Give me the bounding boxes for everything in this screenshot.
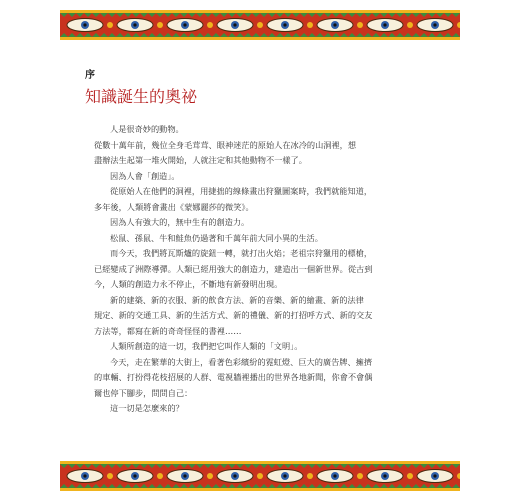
text-line: 從數十萬年前，幾位全身毛茸茸、眼神迷茫的原始人在冰冷的山洞裡，想 [94,139,357,150]
text-line: 因為人有強大的，無中生有的創造力。 [110,217,250,227]
text-line: 的車輛、打扮得花枝招展的人群、電視牆裡播出的世界各地新聞，你會不會偶 [94,372,373,382]
text-line: 多年後，人類將會畫出《蒙娜麗莎的微笑》。 [94,201,254,212]
text-line: 而今天，我們將瓦斯爐的旋鈕一轉，就打出火焰；老祖宗狩獵用的標槍， [110,248,373,258]
heading [85,66,197,107]
text-line: 爾也停下腳步，問問自己： [94,387,193,398]
text-line: 人是很奇妙的動物。 [110,124,184,134]
top-decorative-border [60,10,460,40]
text-line: 方法等，都寫在新的奇奇怪怪的書裡…… [94,325,242,336]
text-line: 盡辦法生起第一堆火開始，人就注定和其他動物不一樣了。 [94,155,307,165]
text-line: 今，人類的創造力永不停止，不斷地有新發明出現。 [94,279,283,289]
text-line: 松鼠、孫鼠、牛和鮭魚仍過著和千萬年前大同小異的生活。 [110,232,323,243]
body-text [94,122,455,417]
text-line: 今天，走在繁華的大街上，看著色彩繽紛的霓虹燈、巨大的廣告牌、擁擠 [110,356,373,367]
text-line: 規定、新的交通工具、新的生活方式、新的禮儀、新的打招呼方式、新的交友 [94,310,373,320]
section-label: 序 [85,70,95,81]
text-line: 從原始人在他們的洞裡，用捷拙的線條畫出狩獵圖案時，我們就能知道， [110,186,373,196]
page-title: 知識誕生的奧祕 [85,87,198,106]
text-line: 新的建築、新的衣服、新的飲食方法、新的音樂、新的繪畫、新的法律 [110,294,364,305]
bottom-decorative-border [60,461,460,491]
text-line: 這一切是怎麼來的？ [110,403,184,413]
text-line: 因為人會「創造」。 [110,170,180,181]
text-line: 人類所創造的這一切，我們把它叫作人類的「文明」。 [110,341,303,351]
text-line: 已經變成了洲際導彈。人類已經用強大的創造力，建造出一個新世界。從古到 [94,263,373,274]
